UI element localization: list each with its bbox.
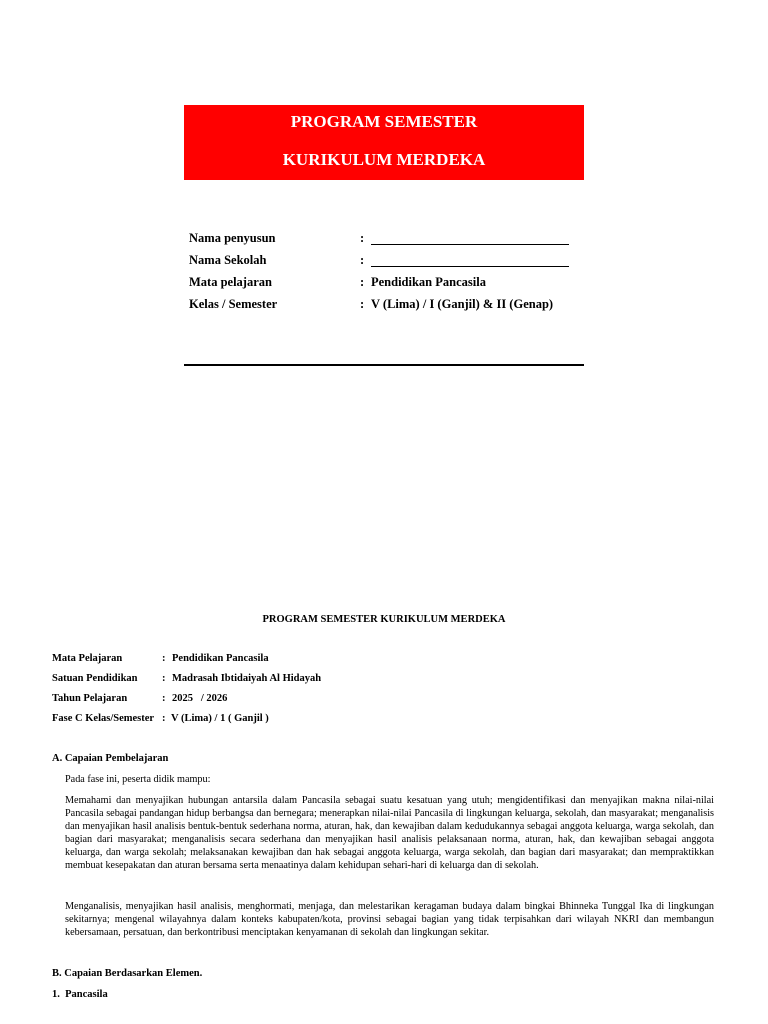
field-separator: : [360, 231, 365, 245]
info-value: 2025 / 2026 [172, 693, 228, 704]
field-label: Nama Sekolah [189, 253, 267, 267]
info-separator: : [162, 653, 166, 664]
field-value: Pendidikan Pancasila [371, 275, 486, 289]
info-row-fase-kelas-semester [52, 713, 452, 729]
document-title: PROGRAM SEMESTER KURIKULUM MERDEKA [262, 614, 506, 625]
field-blank-line [371, 231, 569, 249]
cover-field-mata-pelajaran [189, 275, 589, 295]
info-separator: : [162, 693, 166, 704]
info-value: V (Lima) / 1 ( Ganjil ) [171, 713, 269, 724]
item-1-heading: 1. Pancasila [52, 989, 108, 1000]
field-label: Kelas / Semester [189, 297, 278, 311]
section-b-heading: B. Capaian Berdasarkan Elemen. [52, 968, 203, 979]
info-label: Satuan Pendidikan [52, 673, 138, 684]
field-label: Nama penyusun [189, 231, 276, 245]
info-value: Madrasah Ibtidaiyah Al Hidayah [172, 673, 322, 684]
info-label: Tahun Pelajaran [52, 693, 128, 704]
info-label: Mata Pelajaran [52, 653, 123, 664]
info-row-satuan-pendidikan [52, 673, 452, 689]
info-separator: : [162, 713, 166, 724]
field-separator: : [360, 275, 365, 289]
section-a-heading: A. Capaian Pembelajaran [52, 753, 169, 764]
section-a-intro: Pada fase ini, peserta didik mampu: [65, 774, 211, 785]
info-row-tahun-pelajaran [52, 693, 452, 709]
cover-divider [184, 364, 584, 366]
cover-title-banner [184, 105, 584, 180]
cover-field-kelas-semester [189, 297, 589, 317]
field-separator: : [360, 253, 365, 267]
cover-title-line-1: PROGRAM SEMESTER [290, 112, 478, 131]
cover-field-nama-penyusun [189, 231, 589, 251]
section-a-paragraph-1: Memahami dan menyajikan hubungan antarsila dalam Pancasila sebagai suatu kesatuan yang utuh; mengidentifikasi dan menyajikan makna nilai-nilai Pancasila sebagai pandangan hidup berbangsa dan bernegara; menerapkan nilai-nilai Pancasila di lingkungan keluarga, sekolah, dan masyarakat; menganalisis dan menyajikan hasil analisis bentuk-bentuk sederhana norma, aturan, hak, dan kewajiban dalam kedudukannya sebagai anggota keluarga, warga sekolah, dan bagian dari masyarakat; menganalisis secara sederhana dan menyajikan hasil analisis pelaksanaan norma, aturan, hak, dan kewajiban sebagai anggota keluarga, dan warga sekolah; melaksanakan kewajiban dan hak sebagai anggota keluarga, warga sekolah, dan bagian dari masyarakat; dan mempraktikkan membuat kesepakatan dan aturan bersama serta menaatinya dalam kehidupan sehari-hari di keluarga dan di sekolah. [65, 795, 714, 871]
info-value: Pendidikan Pancasila [172, 653, 269, 664]
cover-title-line-2: KURIKULUM MERDEKA [282, 150, 486, 169]
field-blank-line [371, 253, 569, 271]
field-label: Mata pelajaran [189, 275, 272, 289]
field-value: V (Lima) / I (Ganjil) & II (Genap) [371, 297, 554, 311]
info-separator: : [162, 673, 166, 684]
field-separator: : [360, 297, 365, 311]
cover-field-nama-sekolah [189, 253, 589, 273]
info-label: Fase C Kelas/Semester [52, 713, 155, 724]
section-a-paragraph-2: Menganalisis, menyajikan hasil analisis, menghormati, menjaga, dan melestarikan keragaman budaya dalam bingkai Bhinneka Tunggal Ika di lingkungan sekitarnya; mengenal wilayahnya dalam konteks kabupaten/kota, provinsi sebagai bagian yang tidak terpisahkan dari wilayah NKRI dan membangun kebersamaan, persatuan, dan berkontribusi menciptakan kenyamanan di sekolah dan lingkungan sekitar. [65, 901, 714, 938]
info-row-mata-pelajaran [52, 653, 452, 669]
